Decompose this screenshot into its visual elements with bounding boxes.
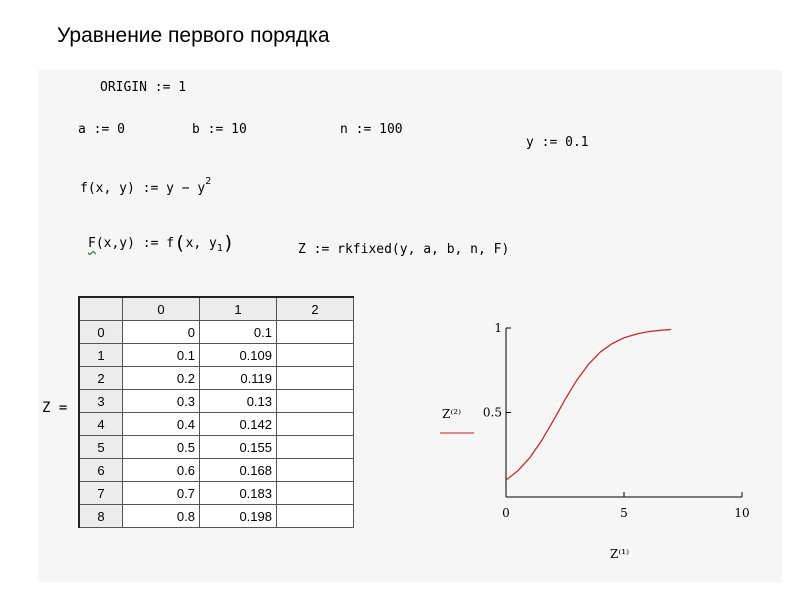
plot-series <box>506 330 671 481</box>
cell-x[interactable]: 0.6 <box>123 459 200 482</box>
plot-axes <box>506 328 742 497</box>
col-header-2: 2 <box>277 297 354 321</box>
a-definition[interactable]: a := 0 <box>78 122 125 137</box>
table-row <box>79 321 354 344</box>
cell-x[interactable]: 0.3 <box>123 390 200 413</box>
col-header-1: 1 <box>200 297 277 321</box>
matrix-label: Z = <box>42 400 68 416</box>
cell-y[interactable]: 0.142 <box>200 413 277 436</box>
origin-definition[interactable]: ORIGIN := 1 <box>100 80 187 95</box>
f-definition[interactable] <box>80 176 211 196</box>
Z-definition[interactable]: Z := rkfixed(y, a, b, n, F) <box>298 242 510 257</box>
cell-empty[interactable] <box>277 482 354 505</box>
matrix-corner <box>79 297 123 321</box>
col-header-0: 0 <box>123 297 200 321</box>
F-definition-subscript: 1 <box>216 243 223 254</box>
table-row <box>79 436 354 459</box>
cell-x[interactable]: 0.4 <box>123 413 200 436</box>
plot-tick-labels <box>483 321 750 520</box>
cell-y[interactable]: 0.1 <box>200 321 277 344</box>
row-header: 3 <box>79 390 123 413</box>
row-header: 0 <box>79 321 123 344</box>
cell-empty[interactable] <box>277 413 354 436</box>
table-row <box>79 413 354 436</box>
row-header: 4 <box>79 413 123 436</box>
cell-x[interactable]: 0.2 <box>123 367 200 390</box>
cell-y[interactable]: 0.198 <box>200 505 277 528</box>
slide-title: Уравнение первого порядка <box>57 24 330 47</box>
cell-empty[interactable] <box>277 390 354 413</box>
cell-y[interactable]: 0.109 <box>200 344 277 367</box>
row-header: 8 <box>79 505 123 528</box>
row-header: 7 <box>79 482 123 505</box>
x-tick-label: 10 <box>734 506 750 520</box>
table-row <box>79 459 354 482</box>
table-row <box>79 505 354 528</box>
n-definition[interactable]: n := 100 <box>340 122 403 137</box>
F-name: F <box>88 236 96 251</box>
left-paren: ( <box>174 232 186 254</box>
table-row <box>79 367 354 390</box>
F-definition-args: x, y <box>185 236 217 251</box>
series-line <box>506 330 671 481</box>
row-header: 6 <box>79 459 123 482</box>
row-header: 5 <box>79 436 123 459</box>
y-tick-label: 1 <box>494 321 502 335</box>
cell-empty[interactable] <box>277 436 354 459</box>
F-definition-mid: (x,y) := f <box>95 236 175 251</box>
cell-y[interactable]: 0.119 <box>200 367 277 390</box>
cell-empty[interactable] <box>277 367 354 390</box>
cell-x[interactable]: 0.7 <box>123 482 200 505</box>
solution-plot[interactable] <box>420 300 760 580</box>
cell-y[interactable]: 0.13 <box>200 390 277 413</box>
cell-empty[interactable] <box>277 505 354 528</box>
cell-empty[interactable] <box>277 459 354 482</box>
y-tick-label: 0.5 <box>482 405 502 420</box>
matrix-header-row <box>79 297 354 321</box>
row-header: 2 <box>79 367 123 390</box>
f-definition-body: f(x, y) := y − y <box>80 181 206 196</box>
cell-y[interactable]: 0.155 <box>200 436 277 459</box>
b-definition[interactable]: b := 10 <box>192 122 247 137</box>
table-row <box>79 390 354 413</box>
cell-x[interactable]: 0 <box>123 321 200 344</box>
cell-x[interactable]: 0.8 <box>123 505 200 528</box>
right-paren: ) <box>222 232 235 254</box>
f-definition-exponent: 2 <box>205 176 212 187</box>
result-matrix[interactable] <box>78 296 354 528</box>
F-definition[interactable] <box>88 232 234 254</box>
x-tick-label: 5 <box>620 506 628 520</box>
cell-y[interactable]: 0.183 <box>200 482 277 505</box>
row-header: 1 <box>79 344 123 367</box>
cell-x[interactable]: 0.1 <box>123 344 200 367</box>
table-row <box>79 344 354 367</box>
x-axis-label: Z⁽¹⁾ <box>610 547 630 561</box>
cell-x[interactable]: 0.5 <box>123 436 200 459</box>
cell-empty[interactable] <box>277 321 354 344</box>
cell-empty[interactable] <box>277 344 354 367</box>
y-axis-label: Z⁽²⁾ <box>442 407 462 421</box>
table-row <box>79 482 354 505</box>
cell-y[interactable]: 0.168 <box>200 459 277 482</box>
x-tick-label: 0 <box>502 506 510 520</box>
y-definition[interactable]: y := 0.1 <box>526 135 589 150</box>
